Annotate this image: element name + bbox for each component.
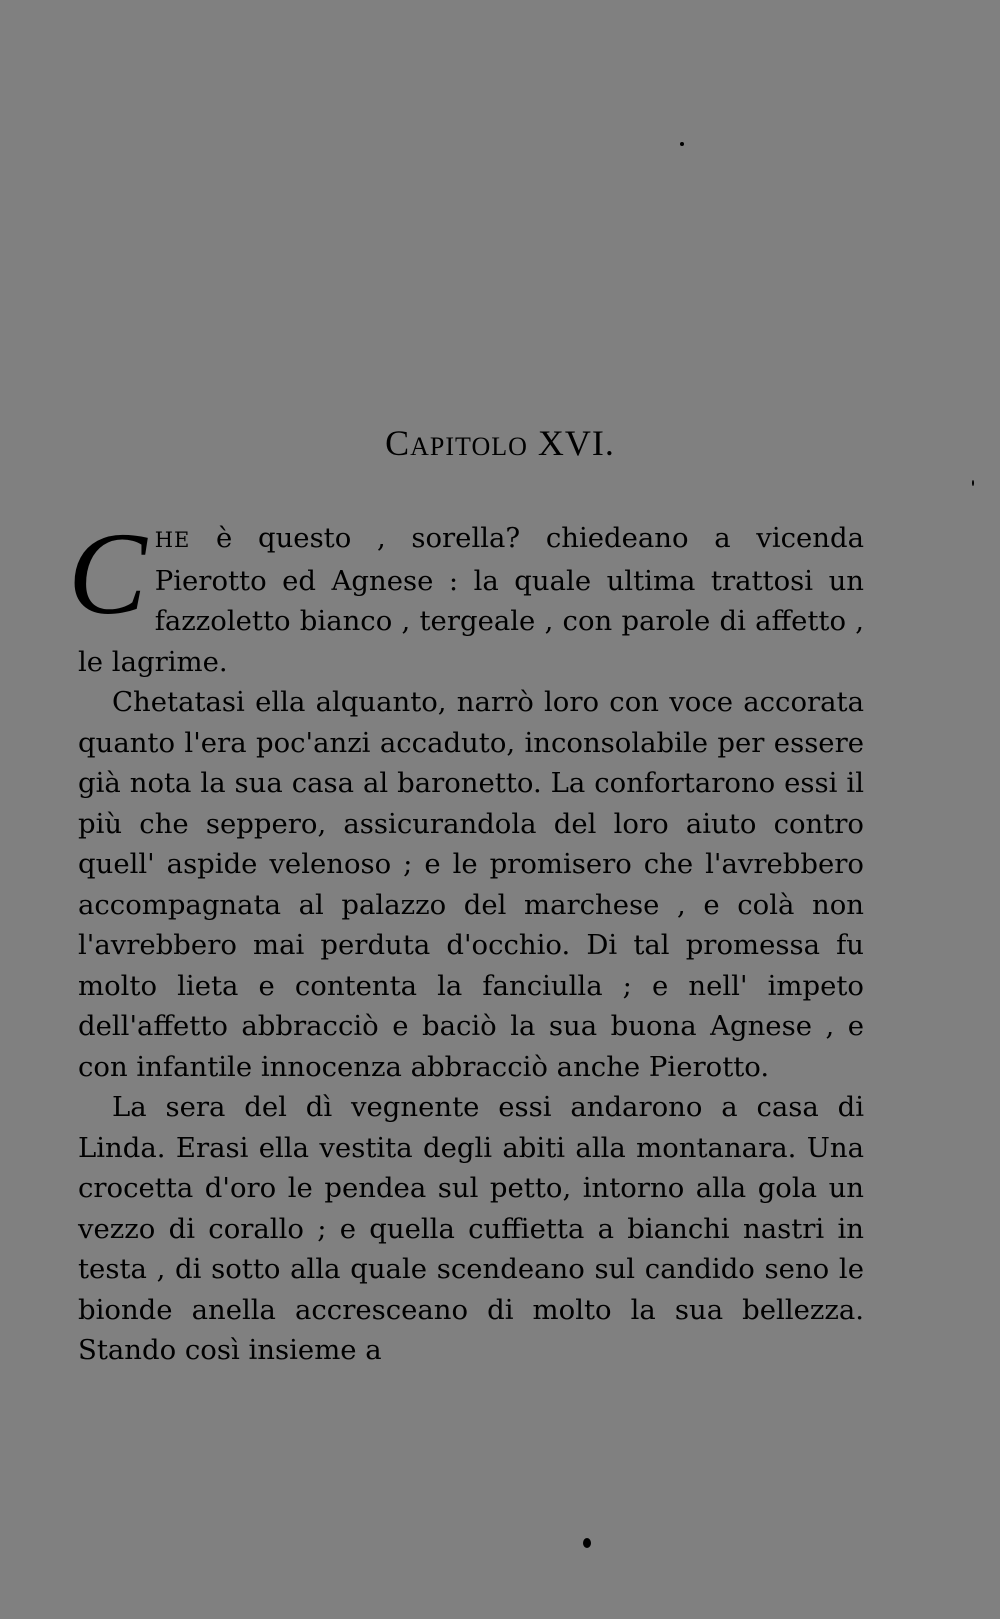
ink-speck — [680, 142, 684, 146]
drop-cap-lead: HE — [154, 528, 191, 552]
chapter-number: XVI. — [537, 423, 615, 463]
paragraph-1 — [68, 508, 864, 682]
chapter-title — [0, 422, 1000, 464]
ink-speck — [583, 1538, 591, 1548]
chapter-title-initial: C — [385, 423, 411, 463]
paragraph-3: La sera del dì vegnente essi andarono a casa di Linda. Erasi ella vestita degli abiti alla montanara. Una crocetta d'oro le pendea sul petto, intorno alla gola un vezzo di corallo ; e quella cuffietta a bianchi nastri in testa , di sotto alla quale scendeano sul candido seno le bionde anella accresceano di molto la sua bellezza. Stando così insieme a — [78, 1091, 864, 1366]
paragraph-2: Chetatasi ella alquanto, narrò loro con voce accorata quanto l'era poc'anzi accaduto, inconsolabile per essere già nota la sua casa al baronetto. La confortarono essi il più che seppero, assicurandola del loro aiuto contro quell' aspide velenoso ; e le promisero che l'avrebbero accompagnata al palazzo del marchese , e colà non l'avrebbero mai perduta d'occhio. Di tal promessa fu molto lieta e contenta la fanciulla ; e nell' impeto dell'affetto abbracciò e baciò la sua buona Agnese , e con infantile innocenza abbracciò anche Pierotto. — [78, 686, 864, 1083]
body-text — [68, 508, 864, 1371]
paragraph-1-text: è questo , sorella? chiedeano a vicenda Pierotto ed Agnese : la quale ultima trattosi un fazzoletto bianco , tergeale , con parole di affetto , le lagrime. — [78, 522, 864, 678]
drop-cap: C — [68, 508, 147, 639]
ink-speck — [972, 480, 974, 486]
chapter-title-word: APITOLO — [410, 432, 528, 461]
